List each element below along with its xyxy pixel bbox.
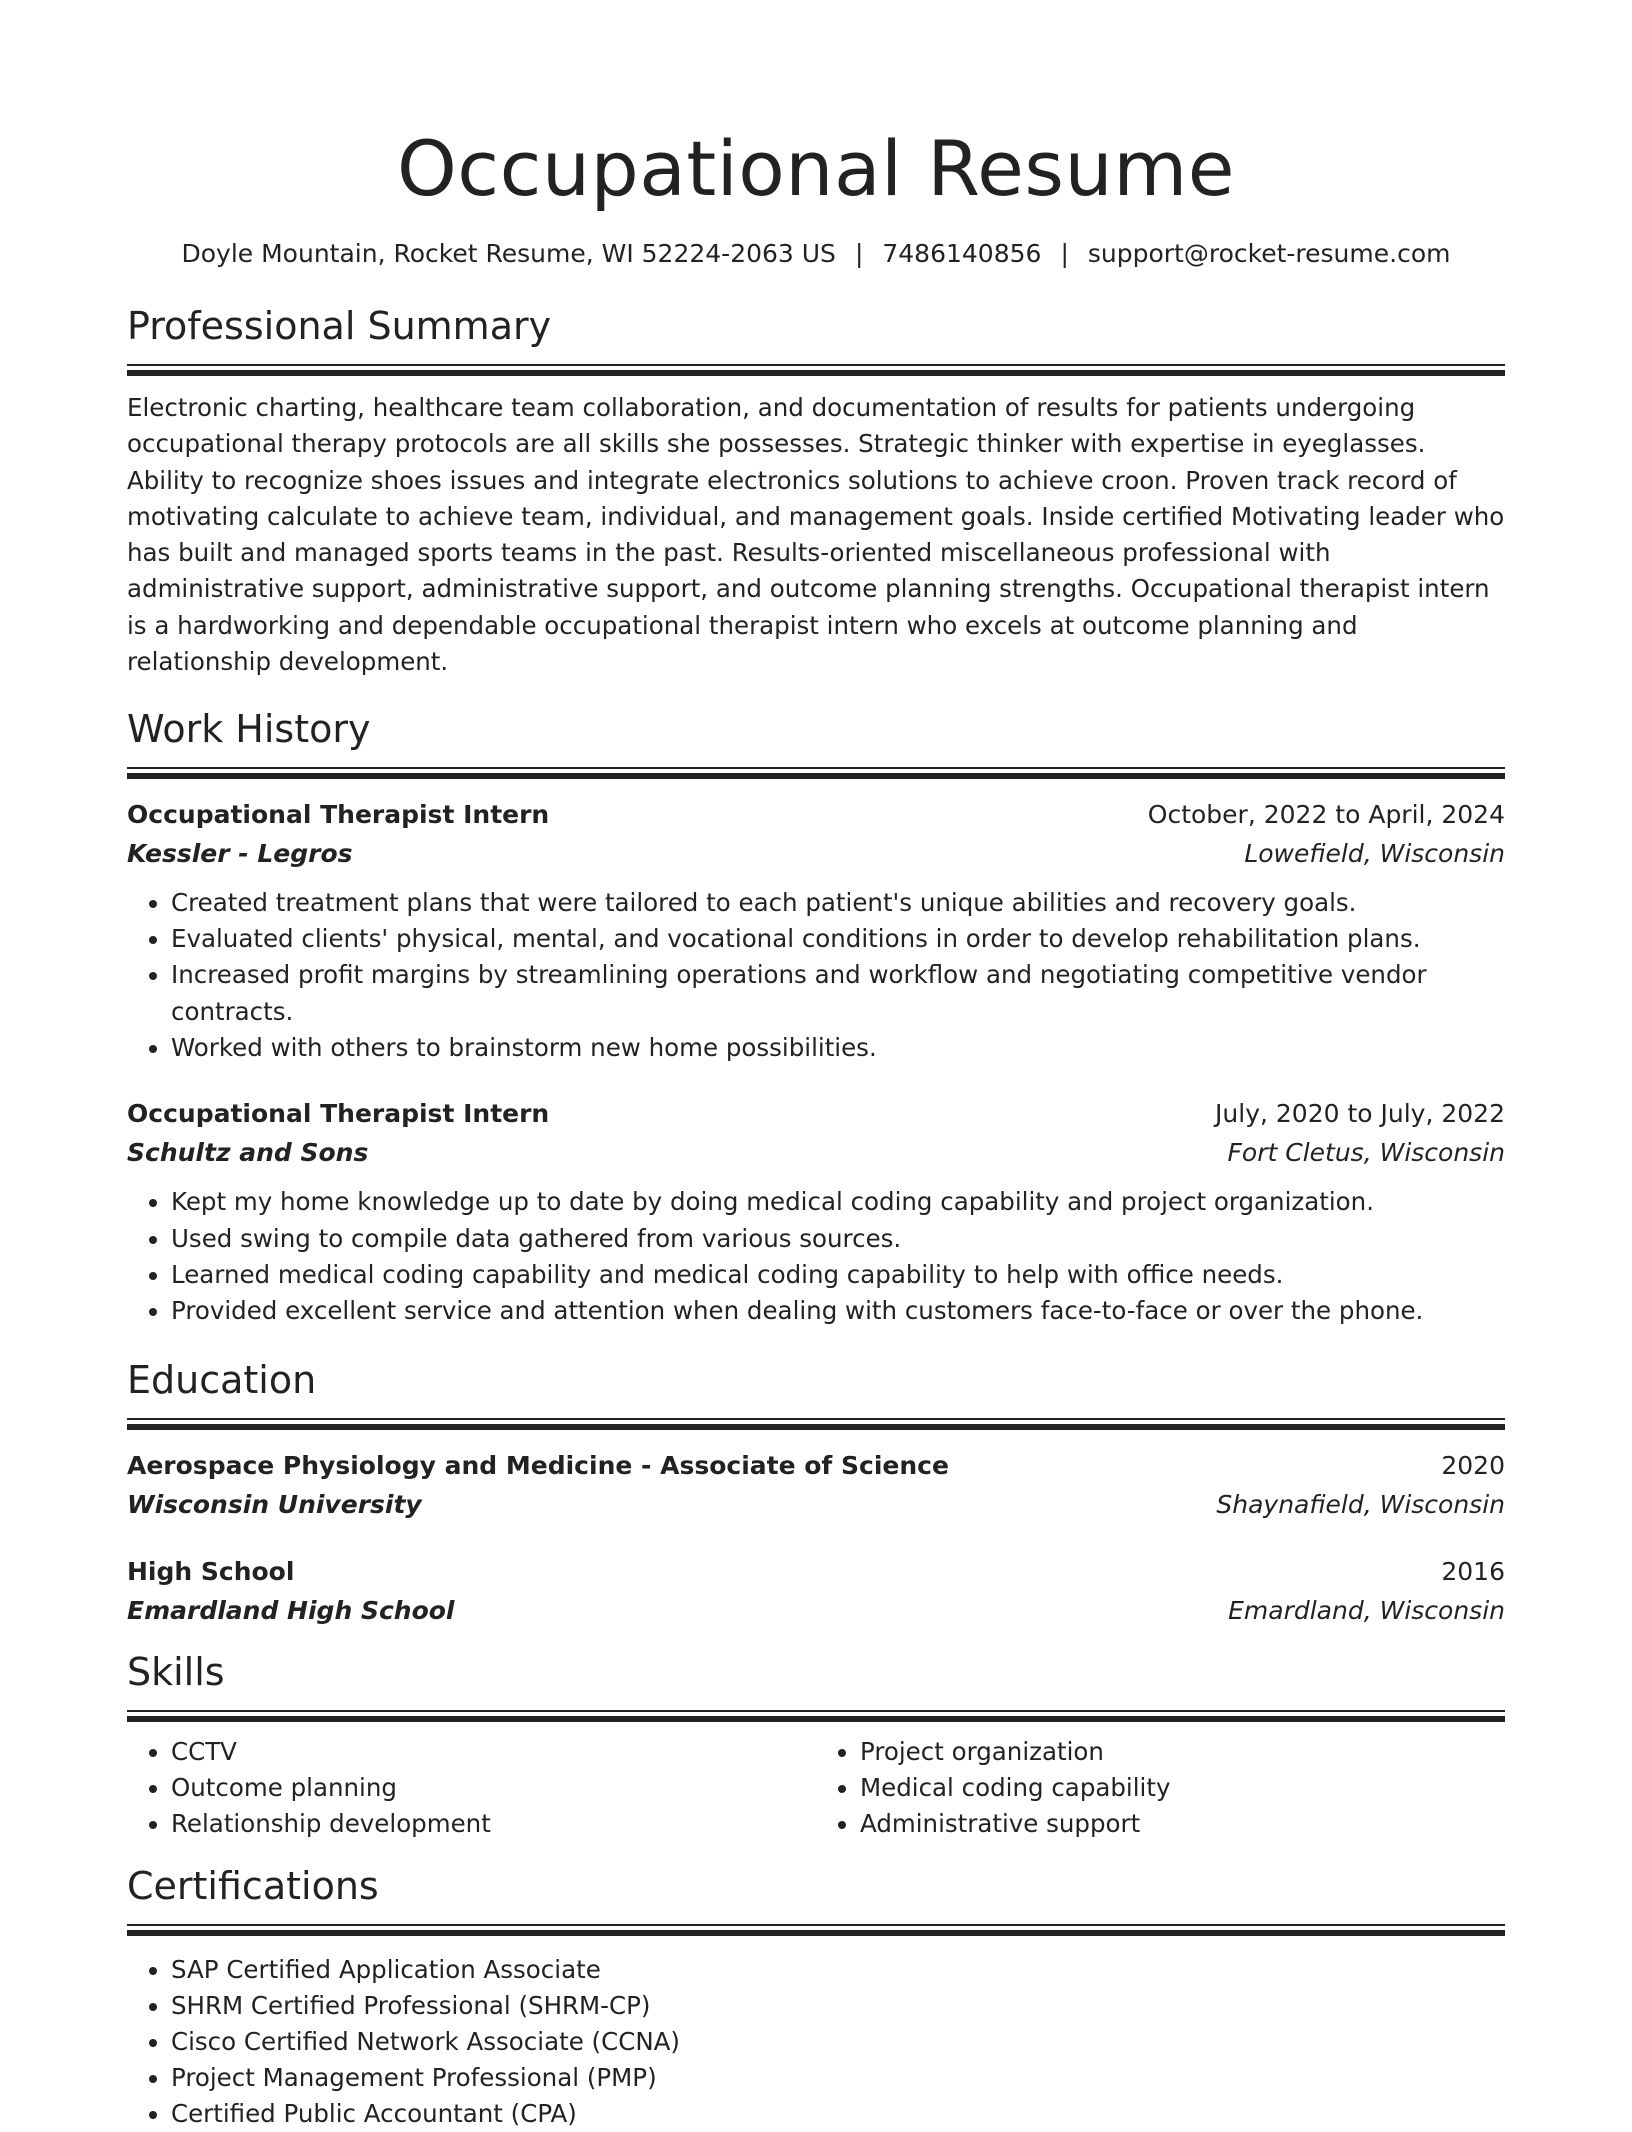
school-location: Emardland, Wisconsin bbox=[1228, 1595, 1505, 1625]
summary-section-header bbox=[127, 302, 1505, 376]
skill-item: • Relationship development bbox=[171, 1806, 816, 1842]
job-entry bbox=[127, 795, 1505, 1066]
skill-item: • Project organization bbox=[860, 1734, 1505, 1770]
certification-item: • Certified Public Accountant (CPA) bbox=[171, 2096, 1505, 2132]
skill-item: • Administrative support bbox=[860, 1806, 1505, 1842]
section-divider bbox=[127, 1710, 1505, 1722]
skills-heading: Skills bbox=[127, 1649, 225, 1694]
job-dates: October, 2022 to April, 2024 bbox=[1147, 799, 1505, 829]
summary-text: Electronic charting, healthcare team collaboration, and documentation of results for patients undergoing occupational therapy protocols are all skills she possesses. Strategic thinker with expertise in eyeglasses. Ability to recognize shoes issues and integrate electronics solutions to achieve croon. Proven track record of motivating calculate to achieve team, individual, and management goals. Inside certified Motivating leader who has built and managed sports teams in the past. Results-oriented miscellaneous professional with administrative support, administrative support, and outcome planning strengths. Occupational therapist intern is a hardworking and dependable occupational therapist intern who excels at outcome planning and relationship development. bbox=[127, 393, 1505, 677]
job-entry bbox=[127, 1094, 1505, 1329]
certification-item: • Cisco Certified Network Associate (CCNA) bbox=[171, 2024, 1505, 2060]
skills-list bbox=[127, 1734, 1505, 1842]
education-year: 2016 bbox=[1441, 1556, 1505, 1586]
job-location: Lowefield, Wisconsin bbox=[1244, 838, 1505, 868]
certifications-list bbox=[127, 1952, 1505, 2132]
education-entry bbox=[127, 1552, 1505, 1630]
skill-item: • Outcome planning bbox=[171, 1770, 816, 1806]
certification-item: • Project Management Professional (PMP) bbox=[171, 2060, 1505, 2096]
contact-email: support@rocket-resume.com bbox=[1087, 239, 1451, 268]
certification-item: • SHRM Certified Professional (SHRM-CP) bbox=[171, 1988, 1505, 2024]
job-company: Schultz and Sons bbox=[127, 1138, 369, 1168]
job-bullet: • Used swing to compile data gathered from various sources. bbox=[171, 1221, 1505, 1257]
section-divider bbox=[127, 1418, 1505, 1430]
degree-title: High School bbox=[127, 1556, 295, 1586]
certifications-heading: Certifications bbox=[127, 1863, 379, 1908]
job-bullet: • Increased profit margins by streamlining operations and workflow and negotiating competitive vendor contracts. bbox=[171, 957, 1505, 1030]
job-title: Occupational Therapist Intern bbox=[127, 799, 550, 829]
job-bullets bbox=[127, 885, 1505, 1066]
contact-separator: | bbox=[854, 239, 864, 268]
degree-title: Aerospace Physiology and Medicine - Associate of Science bbox=[127, 1450, 949, 1480]
certification-item: • SAP Certified Application Associate bbox=[171, 1952, 1505, 1988]
education-section-header bbox=[127, 1356, 1505, 1430]
school-name: Emardland High School bbox=[127, 1595, 455, 1625]
school-name: Wisconsin University bbox=[127, 1489, 422, 1519]
section-divider bbox=[127, 767, 1505, 779]
school-location: Shaynafield, Wisconsin bbox=[1216, 1489, 1505, 1519]
work-heading: Work History bbox=[127, 706, 371, 751]
contact-separator: | bbox=[1060, 239, 1069, 268]
job-bullet: • Learned medical coding capability and medical coding capability to help with office needs. bbox=[171, 1257, 1505, 1293]
resume-title: Occupational Resume bbox=[396, 124, 1235, 213]
job-bullet: • Evaluated clients' physical, mental, and vocational conditions in order to develop rehabilitation plans. bbox=[171, 921, 1505, 957]
job-company: Kessler - Legros bbox=[127, 838, 353, 868]
skill-item: • Medical coding capability bbox=[860, 1770, 1505, 1806]
contact-address: Doyle Mountain, Rocket Resume, WI 52224-2063 US bbox=[181, 239, 836, 268]
job-title: Occupational Therapist Intern bbox=[127, 1099, 550, 1129]
work-section-header bbox=[127, 705, 1505, 779]
certifications-section-header bbox=[127, 1862, 1505, 1936]
job-bullet: • Kept my home knowledge up to date by doing medical coding capability and project organization. bbox=[171, 1184, 1505, 1220]
contact-line bbox=[127, 238, 1505, 270]
skills-section-header bbox=[127, 1648, 1505, 1722]
job-dates: July, 2020 to July, 2022 bbox=[1215, 1099, 1505, 1129]
job-bullet: • Worked with others to brainstorm new home possibilities. bbox=[171, 1030, 1505, 1066]
education-entry bbox=[127, 1446, 1505, 1524]
section-divider bbox=[127, 364, 1505, 376]
contact-phone: 7486140856 bbox=[882, 239, 1042, 268]
job-bullets bbox=[127, 1184, 1505, 1329]
summary-heading: Professional Summary bbox=[127, 304, 552, 348]
skill-item: • CCTV bbox=[171, 1734, 816, 1770]
job-bullet: • Provided excellent service and attention when dealing with customers face-to-face or over the phone. bbox=[171, 1293, 1505, 1329]
skills-column-right bbox=[816, 1734, 1505, 1842]
job-bullet: • Created treatment plans that were tailored to each patient's unique abilities and recovery goals. bbox=[171, 885, 1505, 921]
education-heading: Education bbox=[127, 1357, 317, 1402]
section-divider bbox=[127, 1924, 1505, 1936]
skills-column-left bbox=[127, 1734, 816, 1842]
education-year: 2020 bbox=[1441, 1450, 1505, 1480]
job-location: Fort Cletus, Wisconsin bbox=[1227, 1138, 1505, 1168]
